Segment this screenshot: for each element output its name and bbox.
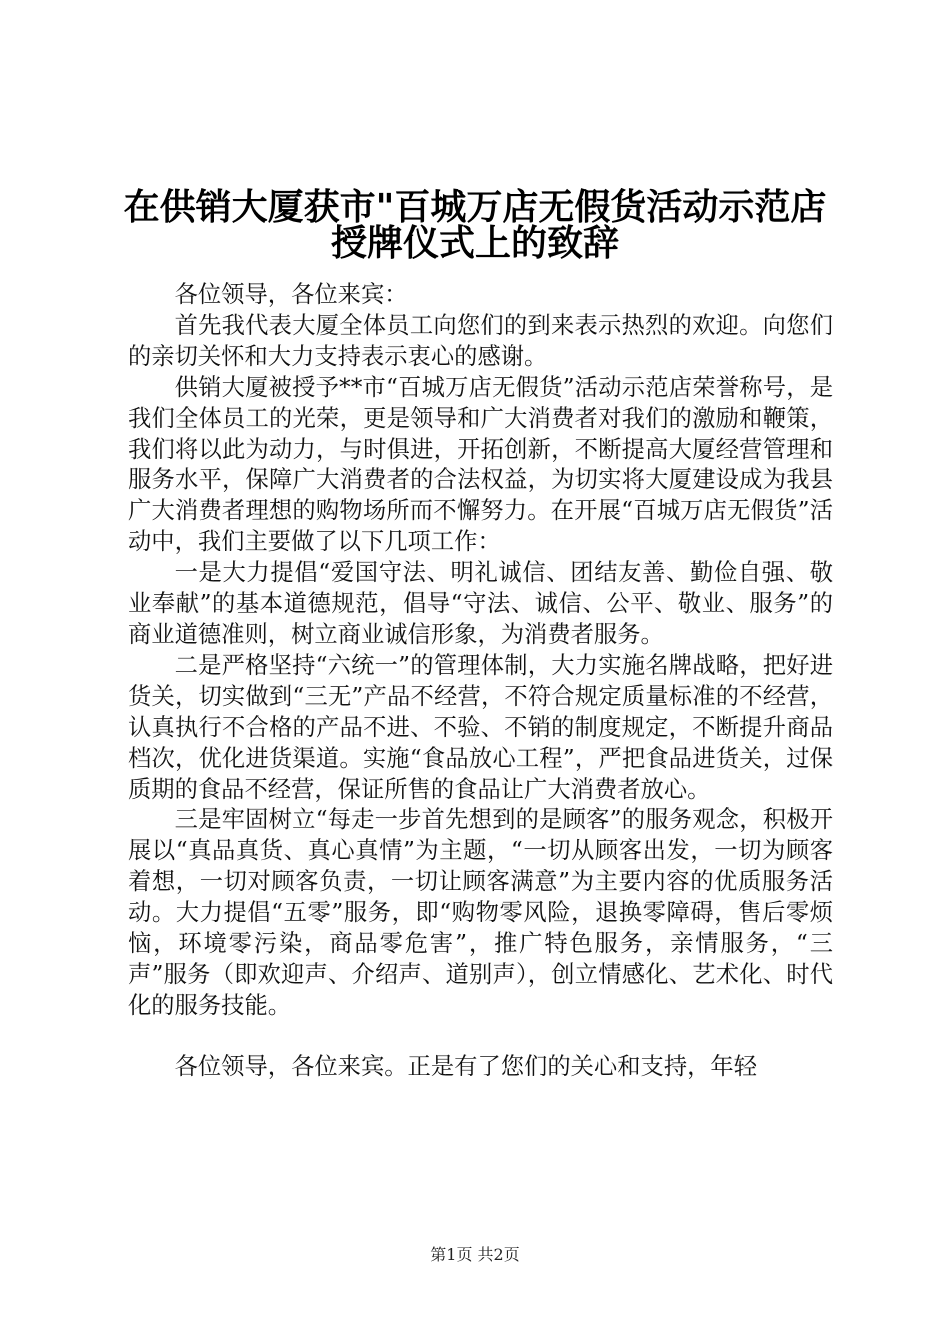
paragraph-item-three: 三是牢固树立“每走一步首先想到的是顾客”的服务观念，积极开展以“真品真货、真心真情”为主题，“一切从顾客出发，一切为顾客着想，一切对顾客负责，一切让顾客满意”为主要内容的优质服务活动。大力提倡“五零”服务，即“购物零风险，退换零障碍，售后零烦恼，环境零污染，商品零危害”，推广特色服务，亲情服务，“三声”服务（即欢迎声、介绍声、道别声），创立情感化、艺术化、时代化的服务技能。 [128, 806, 833, 1019]
page-number-footer: 第1页 共2页 [430, 1245, 520, 1264]
document-title-line-2: 授牌仪式上的致辞 [330, 223, 619, 264]
document-body [128, 280, 833, 1083]
paragraph-item-two: 二是严格坚持“六统一”的管理体制，大力实施名牌战略，把好进货关，切实做到“三无”产品不经营，不符合规定质量标准的不经营，认真执行不合格的产品不进、不验、不销的制度规定，不断提升商品档次，优化进货渠道。实施“食品放心工程”，严把食品进货关，过保质期的食品不经营，保证所售的食品让广大消费者放心。 [128, 651, 833, 803]
paragraph-closing: 各位领导，各位来宾。正是有了您们的关心和支持，年轻 [174, 1052, 758, 1080]
paragraph-welcome: 首先我代表大厦全体员工向您们的到来表示热烈的欢迎。向您们的亲切关怀和大力支持表示衷心的感谢。 [128, 311, 833, 370]
paragraph-item-one: 一是大力提倡“爱国守法、明礼诚信、团结友善、勤俭自强、敬业奉献”的基本道德规范，倡导“守法、诚信、公平、敬业、服务”的商业道德准则，树立商业诚信形象，为消费者服务。 [128, 559, 833, 648]
document-title-line-1: 在供销大厦获市"百城万店无假货活动示范店 [123, 187, 827, 228]
paragraph-honor: 供销大厦被授予**市“百城万店无假货”活动示范店荣誉称号，是我们全体员工的光荣，更是领导和广大消费者对我们的激励和鞭策，我们将以此为动力，与时俱进，开拓创新，不断提高大厦经营管理和服务水平，保障广大消费者的合法权益，为切实将大厦建设成为我县广大消费者理想的购物场所而不懈努力。在开展“百城万店无假货”活动中，我们主要做了以下几项工作： [128, 373, 833, 556]
greeting: 各位领导，各位来宾： [174, 281, 408, 308]
